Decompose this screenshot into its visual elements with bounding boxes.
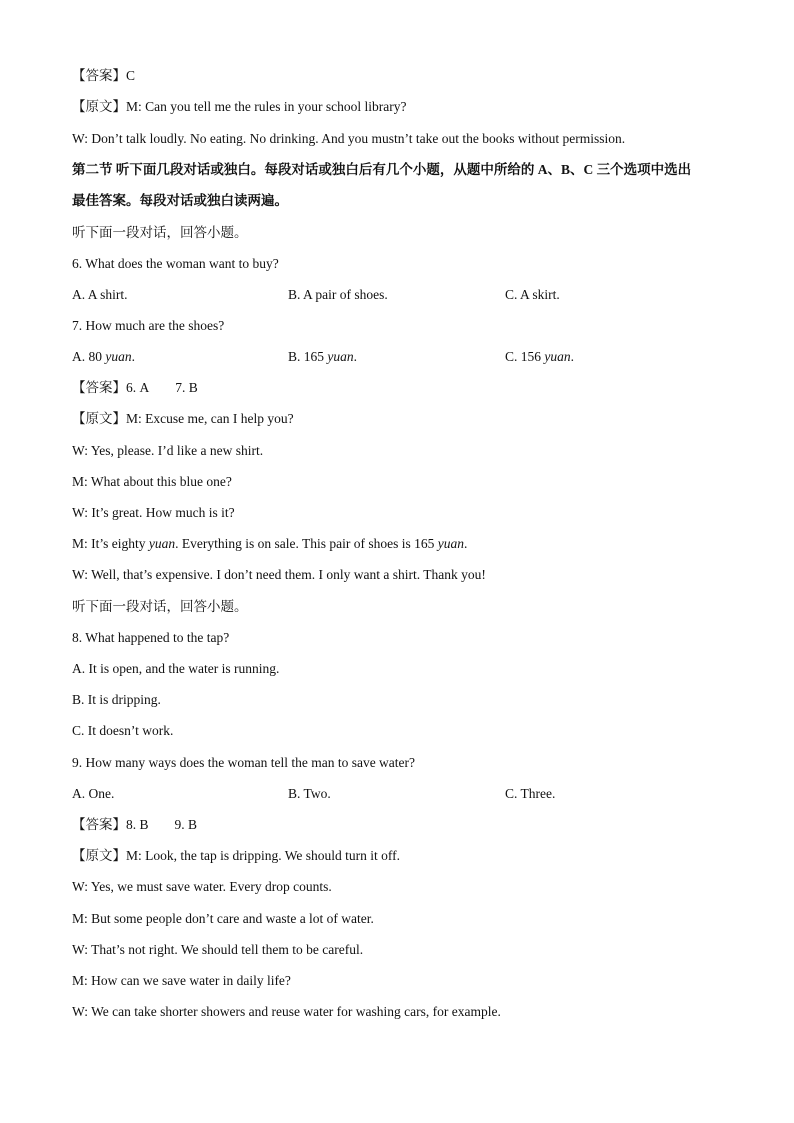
answer-line-6-7: 【答案】6. A 7. B bbox=[72, 380, 198, 395]
option-a: A. 80 yuan. bbox=[72, 349, 135, 364]
option-a: A. A shirt. bbox=[72, 287, 128, 302]
transcript-line: W: We can take shorter showers and reuse water for washing cars, for example. bbox=[72, 1004, 501, 1019]
option-b: B. 165 yuan. bbox=[288, 349, 358, 364]
section-instruction: 第二节 听下面几段对话或独白。每段对话或独白后有几个小题，从题中所给的 A、B、C 三个选项中选出 bbox=[72, 162, 692, 177]
transcript-line: M: What about this blue one? bbox=[72, 474, 232, 489]
question-7-options bbox=[72, 348, 732, 366]
transcript-line: 【原文】M: Look, the tap is dripping. We should turn it off. bbox=[72, 848, 401, 863]
transcript-line: W: Don’t talk loudly. No eating. No drinking. And you mustn’t take out the books without permission. bbox=[72, 131, 626, 146]
transcript-line: W: Well, that’s expensive. I don’t need them. I only want a shirt. Thank you! bbox=[72, 567, 486, 582]
option-b: B. Two. bbox=[288, 786, 331, 801]
option-b: B. It is dripping. bbox=[72, 692, 161, 707]
transcript-line: M: How can we save water in daily life? bbox=[72, 973, 291, 988]
option-c: C. A skirt. bbox=[505, 287, 560, 302]
transcript-line: 【原文】M: Can you tell me the rules in your school library? bbox=[72, 99, 407, 114]
transcript-line: W: It’s great. How much is it? bbox=[72, 505, 235, 520]
transcript-line: M: But some people don’t care and waste a lot of water. bbox=[72, 911, 374, 926]
option-c: C. It doesn’t work. bbox=[72, 723, 174, 738]
question-9: 9. How many ways does the woman tell the man to save water? bbox=[72, 755, 416, 770]
dialogue-instruction: 听下面一段对话，回答小题。 bbox=[72, 599, 248, 614]
option-a: A. One. bbox=[72, 786, 115, 801]
question-9-options bbox=[72, 785, 732, 803]
transcript-line: 【原文】M: Excuse me, can I help you? bbox=[72, 411, 294, 426]
option-c: C. 156 yuan. bbox=[505, 349, 575, 364]
transcript-line: M: It’s eighty yuan. Everything is on sale. This pair of shoes is 165 yuan. bbox=[72, 536, 468, 551]
transcript-line: W: That’s not right. We should tell them to be careful. bbox=[72, 942, 364, 957]
option-b: B. A pair of shoes. bbox=[288, 287, 388, 302]
question-7: 7. How much are the shoes? bbox=[72, 318, 225, 333]
option-c: C. Three. bbox=[505, 786, 556, 801]
answer-line-5: 【答案】C bbox=[72, 68, 136, 83]
dialogue-instruction: 听下面一段对话，回答小题。 bbox=[72, 225, 248, 240]
question-8: 8. What happened to the tap? bbox=[72, 630, 230, 645]
section-instruction-cont: 最佳答案。每段对话或独白读两遍。 bbox=[72, 193, 288, 208]
transcript-line: W: Yes, we must save water. Every drop counts. bbox=[72, 879, 332, 894]
question-6: 6. What does the woman want to buy? bbox=[72, 256, 279, 271]
transcript-line: W: Yes, please. I’d like a new shirt. bbox=[72, 443, 264, 458]
option-a: A. It is open, and the water is running. bbox=[72, 661, 280, 676]
answer-line-8-9: 【答案】8. B 9. B bbox=[72, 817, 198, 832]
question-6-options bbox=[72, 286, 732, 304]
